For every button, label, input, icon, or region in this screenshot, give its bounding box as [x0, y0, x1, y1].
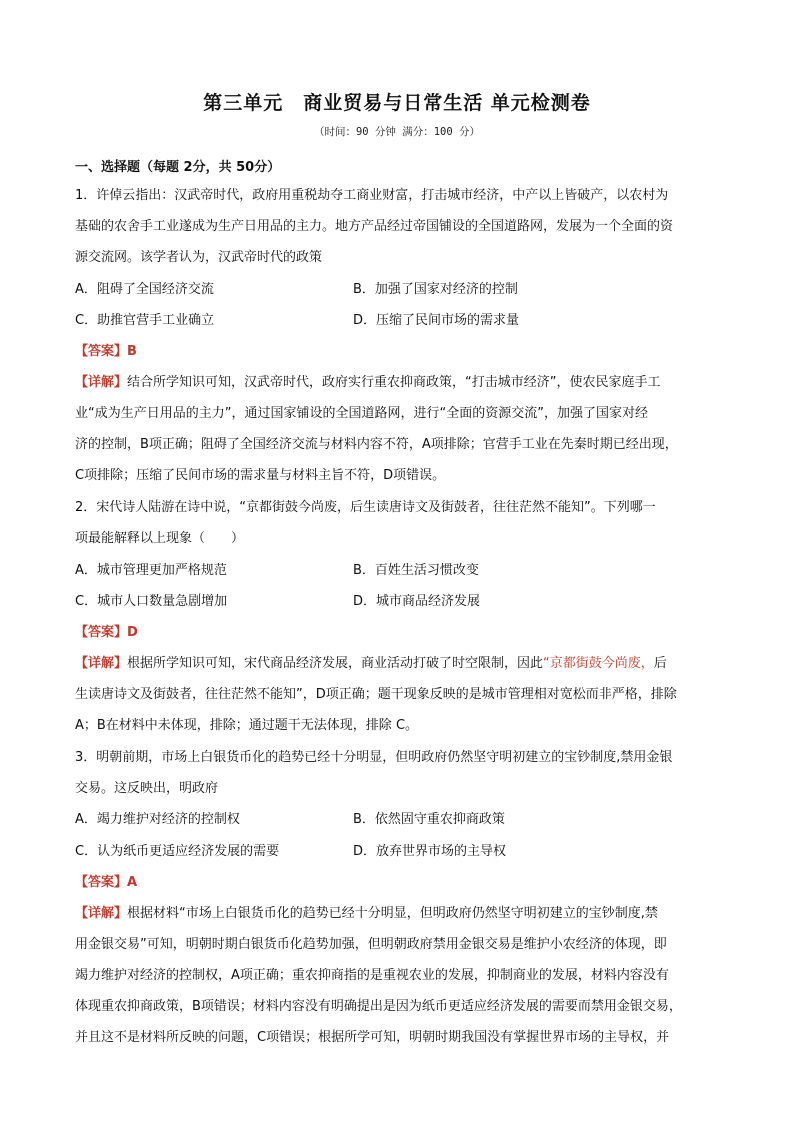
question-2-option-b: B．百姓生活习惯改变: [353, 563, 479, 578]
question-3-stem: [75, 742, 721, 804]
question-1-options-row-2: [75, 305, 721, 336]
question-3-line: 3．明朝前期，市场上白银货币化的趋势已经十分明显，但明政府仍然坚守明初建立的宝钞制度,禁用金银: [75, 750, 673, 765]
question-3-options-row-1: [75, 804, 721, 835]
question-2-options-row-1: [75, 555, 721, 586]
detail-line: C项排除；压缩了民间市场的需求量与材料主旨不符，D项错误。: [75, 468, 446, 483]
detail-line: 业“成为生产日用品的主力”，通过国家铺设的全国道路网，进行“全面的资源交流”，加强了国家对经: [75, 406, 648, 421]
question-2-option-d: D．城市商品经济发展: [353, 594, 481, 609]
detail-text: 根据材料“市场上白银货币化的趋势已经十分明显，但明政府仍然坚守明初建立的宝钞制度,禁: [127, 906, 658, 921]
detail-text: 根据所学知识可知，宋代商品经济发展，商业活动打破了时空限制，因此: [127, 656, 544, 671]
detail-text: 后: [653, 656, 667, 671]
detail-quote: “京都街鼓今尚废，: [543, 656, 654, 671]
question-2-detail: [75, 648, 721, 741]
question-2-option-c: C．城市人口数量急剧增加: [75, 594, 228, 609]
answer-label: 【答案】: [75, 625, 128, 640]
question-1-line: 基础的农舍手工业遂成为生产日用品的主力。地方产品经过帝国铺设的全国道路网，发展为一个全面的资: [75, 219, 674, 234]
page-subtitle: （时间：90 分钟 满分：100 分）: [313, 126, 481, 138]
question-2-line: 项最能解释以上现象（ ）: [75, 531, 245, 546]
question-3-options-row-2: [75, 836, 721, 867]
question-3-option-c: C．认为纸币更适应经济发展的需要: [75, 844, 280, 859]
question-2-option-a: A．城市管理更加严格规范: [75, 563, 227, 578]
question-1-line: 源交流网。该学者认为，汉武帝时代的政策: [75, 250, 323, 265]
detail-tag: 【详解】: [75, 906, 128, 921]
question-1-stem: [75, 180, 721, 273]
detail-line: 济的控制，B项正确；阻碍了全国经济交流与材料内容不符，A项排除；官营手工业在先秦时期已经出现，: [75, 437, 678, 452]
answer-value: B: [127, 344, 137, 359]
answer-label: 【答案】: [75, 875, 128, 890]
page-title: 第三单元 商业贸易与日常生活 单元检测卷: [203, 92, 591, 114]
question-3-option-b: B．依然固守重农抑商政策: [353, 812, 505, 827]
question-1-option-c: C．助推官营手工业确立: [75, 313, 215, 328]
section-heading: 一、选择题（每题 2分，共 50分）: [75, 160, 281, 175]
question-1-detail: [75, 367, 721, 491]
detail-line: [75, 648, 721, 679]
question-1-option-b: B．加强了国家对经济的控制: [353, 282, 518, 297]
question-3-option-d: D．放弃世界市场的主导权: [353, 844, 507, 859]
question-1-line: 1．许倬云指出：汉武帝时代，政府用重税劫夺工商业财富，打击城市经济，中产以上皆破产，以农村为: [75, 188, 669, 203]
detail-line: [75, 898, 721, 929]
answer-value: A: [127, 875, 138, 890]
question-1-option-a: A．阻碍了全国经济交流: [75, 282, 214, 297]
question-2-options-row-2: [75, 586, 721, 617]
detail-line: 竭力维护对经济的控制权，A项正确；重农抑商指的是重视农业的发展，抑制商业的发展，材料内容没有: [75, 968, 669, 983]
answer-label: 【答案】: [75, 344, 128, 359]
question-3-answer: [75, 867, 137, 898]
detail-line: A；B在材料中未体现，排除；通过题干无法体现，排除 C。: [75, 718, 419, 733]
question-1-option-d: D．压缩了民间市场的需求量: [353, 313, 520, 328]
detail-line: 体现重农抑商政策，B项错误；材料内容没有明确提出是因为纸币更适应经济发展的需要而禁用金银交易，: [75, 999, 682, 1014]
detail-line: 并且这不是材料所反映的问题，C项错误；根据所学可知，明朝时期我国没有掌握世界市场的主导权，并: [75, 1030, 670, 1045]
question-2-stem: [75, 492, 721, 554]
question-1-options-row-1: [75, 274, 721, 305]
detail-line: [75, 367, 721, 398]
question-2-answer: [75, 617, 138, 648]
detail-text: 结合所学知识可知，汉武帝时代，政府实行重农抑商政策，“打击城市经济”，使农民家庭手工: [127, 375, 661, 390]
detail-tag: 【详解】: [75, 656, 128, 671]
detail-tag: 【详解】: [75, 375, 128, 390]
detail-line: 用金银交易”可知，明朝时期白银货币化趋势加强，但明朝政府禁用金银交易是维护小农经济的体现，即: [75, 937, 667, 952]
answer-value: D: [127, 625, 138, 640]
question-3-option-a: A．竭力维护对经济的控制权: [75, 812, 240, 827]
question-2-line: 2．宋代诗人陆游在诗中说，“京都街鼓今尚废，后生读唐诗文及街鼓者，往往茫然不能知”。下列哪一: [75, 500, 656, 515]
question-1-answer: [75, 336, 137, 367]
question-3-line: 交易。这反映出，明政府: [75, 781, 219, 796]
detail-line: 生读唐诗文及街鼓者，往往茫然不能知”，D项正确；题干现象反映的是城市管理相对宽松而非严格，排除: [75, 687, 677, 702]
question-3-detail: [75, 898, 721, 1053]
